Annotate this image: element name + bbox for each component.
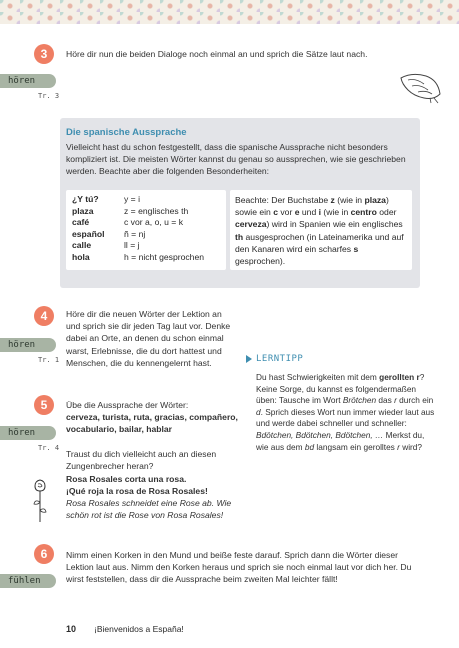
pronunciation-rule: ñ = nj [124,228,146,239]
exercise-5-words: cerveza, turista, ruta, gracias, compañero, vocabulario, bailar, hablar [66,412,238,435]
pronunciation-rule: c vor a, o, u = k [124,217,183,227]
pronunciation-rule: y = i [124,194,140,204]
pronunciation-word: ¿Y tú? [72,194,99,204]
pronunciation-note-card [230,190,412,270]
pronunciation-table [72,194,204,263]
exercise-number-4: 4 [34,306,54,326]
rose-icon [32,478,48,524]
exercise-number-3: 3 [34,44,54,64]
tag-hoeren-5: hören [0,426,56,440]
track-label-5: Tr. 4 [38,444,60,452]
exercise-number-6: 6 [34,544,54,564]
tongue-twister-line-1: Rosa Rosales corta una rosa. [66,474,187,484]
tag-hoeren-3: hören [0,74,56,88]
pronunciation-row [72,240,204,252]
pronunciation-row [72,194,204,206]
pronunciation-rule: ll = j [124,240,140,250]
pronunciation-word: hola [72,251,90,262]
lerntipp-title: LERNTIPP [256,354,304,364]
chapter-title: ¡Bienvenidos a España! [94,624,184,634]
exercise-6-text: Nimm einen Korken in den Mund und beiße feste darauf. Sprich dann die Wörter dieser Lektion laut aus. Nimm den Korken heraus und sprich sie noch einmal laut vor dich her. Du wirst feststellen, dass dir die Aussprache beim zweiten Mal leichter fällt! [66,550,412,585]
pronunciation-note: Beachte: Der Buchstabe z (wie in plaza) sowie ein c vor e und i (wie in centro oder cerveza) wird in Spanien wie ein englisches th ausgesprochen (in Lateinamerika und auf den Kanaren wird ein scharfes s gesprochen). [235,195,404,267]
pronunciation-rule: h = nicht gesprochen [124,251,205,262]
decorative-header-band [0,0,459,24]
exercise-4-text: Höre dir die neuen Wörter der Lektion an und sprich sie dir jeden Tag laut vor. Denke dabei an Orte, an denen du schon einmal warst, Erlebnisse, die du dort hattest und Menschen, die du kennengelernt hast. [66,309,231,368]
tag-hoeren-4: hören [0,338,56,352]
page-number: 10 [66,624,77,634]
tongue-twister-intro: Traust du dich vielleicht auch an diesen Zungenbrecher heran? [66,449,217,472]
lerntipp-text: Du hast Schwierigkeiten mit dem gerollten r? Keine Sorge, du kannst es folgendermaßen üben: Tausche im Wort Brötchen das r durch ein d. Sprich dieses Wort nun immer wieder laut aus und werde dabei schneller und schneller: Bdötchen, Bdötchen, Bdötchen, … Merkst du, wie aus dem bd langsam ein gerolltes r wird? [256,372,435,452]
pronunciation-table-card [66,190,226,270]
track-label-4: Tr. 1 [38,356,60,364]
exercise-number-5: 5 [34,395,54,415]
pronunciation-word: calle [72,240,92,250]
seashell-icon [398,70,442,104]
exercise-5-intro: Übe die Aussprache der Wörter: [66,400,189,410]
lerntipp-marker-icon [245,354,253,364]
track-label-3: Tr. 3 [38,92,60,100]
pronunciation-row [72,206,204,218]
pronunciation-word: español [72,228,105,239]
pronunciation-intro: Vielleicht hast du schon festgestellt, dass die spanische Aussprache nicht besonders kompliziert ist. Die meisten Wörter kannst du genau so aussprechen, wie sie geschrieben werden. Beachte aber die folgenden Besonderheiten: [66,142,406,177]
tag-fuehlen-6: fühlen [0,574,56,588]
pronunciation-rule: z = englisches th [124,205,189,216]
pronunciation-word: plaza [72,205,94,216]
tongue-twister-translation: Rosa Rosales schneidet eine Rose ab. Wie schön rot ist die Rose von Rosa Rosales! [66,498,232,521]
pronunciation-box-title: Die spanische Aussprache [66,127,187,138]
pronunciation-row [72,229,204,241]
exercise-3-text: Höre dir nun die beiden Dialoge noch einmal an und sprich die Sätze laut nach. [66,49,368,59]
pronunciation-row [72,252,204,264]
tongue-twister-line-2: ¡Qué roja la rosa de Rosa Rosales! [66,486,208,496]
pronunciation-row [72,217,204,229]
pronunciation-word: café [72,217,90,227]
